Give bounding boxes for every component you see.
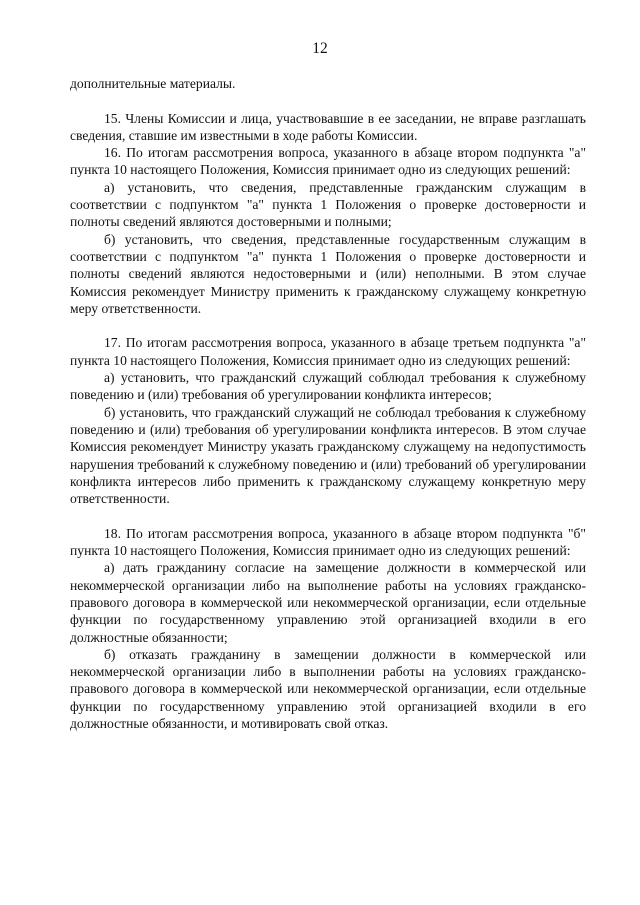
- paragraph-15: 15. Члены Комиссии и лица, участвовавшие в ее заседании, не вправе разглашать сведения, ставшие им известными в ходе работы Комиссии.: [70, 110, 586, 143]
- paragraph-18-b: б) отказать гражданину в замещении должности в коммерческой или некоммерческой организации либо в выполнении работы на условиях гражданско-правового договора в коммерческой или некоммерческой организации, если отдельные функции по государственному управлению этой организацией входили в его должностные обязанности, и мотивировать свой отказ.: [70, 646, 586, 731]
- page-number: 12: [312, 40, 328, 57]
- paragraph-17-a: а) установить, что гражданский служащий соблюдал требования к служебному поведению и (или) требования об урегулировании конфликта интересов;: [70, 370, 586, 403]
- paragraph-16-b: б) установить, что сведения, представленные государственным служащим в соответствии с подпунктом "а" пункта 1 Положения о проверке достоверности и полноты сведений являются недостоверными и (или) неполными. В этом случае Комиссия рекомендует Министру применить к гражданскому служащему конкретную меру ответственности.: [70, 231, 586, 316]
- document-body: [70, 75, 586, 732]
- paragraph-16-a: а) установить, что сведения, представленные гражданским служащим в соответствии с подпунктом "а" пункта 1 Положения о проверке достоверности и полноты сведений являются достоверными и полными;: [70, 179, 586, 230]
- paragraph-18: 18. По итогам рассмотрения вопроса, указанного в абзаце втором подпункта "б" пункта 10 настоящего Положения, Комиссия принимает одно из следующих решений:: [70, 525, 586, 559]
- paragraph-18-a: а) дать гражданину согласие на замещение должности в коммерческой или некоммерческой организации либо на выполнение работы на условиях гражданско-правового договора в коммерческой или некоммерческой организации, если отдельные функции по государственному управлению этой организацией входили в его должностные обязанности;: [70, 560, 586, 645]
- paragraph-17-b: б) установить, что гражданский служащий не соблюдал требования к служебному поведению и (или) требования об урегулировании конфликта интересов. В этом случае Комиссия рекомендует Министру указать гражданскому служащему на недопустимость нарушения требований к служебному поведению и (или) требований об урегулировании конфликта интересов либо применить к гражданскому служащему конкретную меру ответственности.: [70, 404, 586, 507]
- paragraph-17: 17. По итогам рассмотрения вопроса, указанного в абзаце третьем подпункта "а" пункта 10 настоящего Положения, Комиссия принимает одно из следующих решений:: [70, 335, 586, 368]
- paragraph-16: 16. По итогам рассмотрения вопроса, указанного в абзаце втором подпункта "а" пункта 10 настоящего Положения, Комиссия принимает одно из следующих решений:: [70, 145, 586, 178]
- paragraph-continuation: дополнительные материалы.: [70, 76, 236, 91]
